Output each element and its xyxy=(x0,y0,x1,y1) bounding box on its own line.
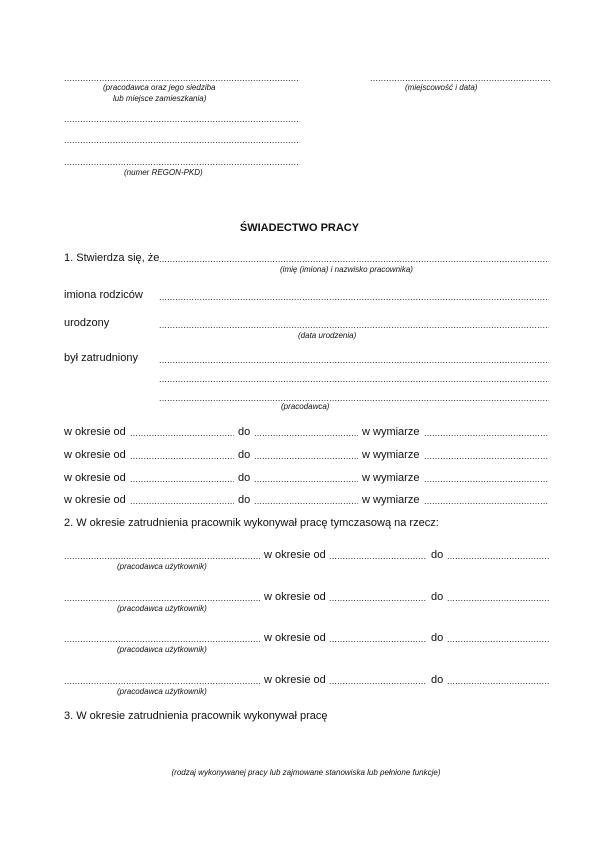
employer-field-line-3[interactable] xyxy=(64,135,300,145)
regon-field-line[interactable] xyxy=(64,157,300,167)
section1-label: 1. Stwierdza się, że xyxy=(64,252,160,264)
period-from-label-1: w okresie od xyxy=(64,426,126,438)
period-scope-field-4[interactable] xyxy=(424,496,549,506)
period-scope-field-1[interactable] xyxy=(424,428,549,438)
temp-to-field-4[interactable] xyxy=(447,676,549,686)
section2-label: 2. W okresie zatrudnienia pracownik wykonywał pracę tymczasową na rzecz: xyxy=(64,517,439,529)
period-to-field-3[interactable] xyxy=(254,474,358,484)
employer-caption: (pracodawca oraz jego siedziba xyxy=(103,83,216,92)
document-title: ŚWIADECTWO PRACY xyxy=(239,222,360,234)
employee-name-field-line[interactable] xyxy=(159,254,549,264)
temp-to-label-1: do xyxy=(431,549,444,561)
temp-from-field-3[interactable] xyxy=(329,634,427,644)
period-from-label-3: w okresie od xyxy=(64,472,126,484)
temp-to-field-1[interactable] xyxy=(447,551,549,561)
user-employer-caption-4: (pracodawca użytkownik) xyxy=(117,687,207,696)
period-to-label-1: do xyxy=(238,426,251,438)
period-to-label-3: do xyxy=(238,472,251,484)
born-caption: (data urodzenia) xyxy=(298,331,357,340)
place-date-field-line[interactable] xyxy=(370,73,550,83)
period-scope-label-4: w wymiarze xyxy=(362,494,420,506)
temp-from-label-2: w okresie od xyxy=(264,591,326,603)
temp-to-field-2[interactable] xyxy=(447,593,549,603)
employed-field-line[interactable] xyxy=(159,355,549,365)
period-from-label-2: w okresie od xyxy=(64,449,126,461)
user-employer-field-2[interactable] xyxy=(64,593,260,603)
temp-from-label-1: w okresie od xyxy=(264,549,326,561)
user-employer-field-3[interactable] xyxy=(64,634,260,644)
period-scope-field-2[interactable] xyxy=(424,451,549,461)
period-from-field-4[interactable] xyxy=(130,496,234,506)
temp-to-label-2: do xyxy=(431,591,444,603)
user-employer-field-1[interactable] xyxy=(64,551,260,561)
employer-caption-section1: (pracodawca) xyxy=(281,402,330,411)
temp-from-label-4: w okresie od xyxy=(264,674,326,686)
period-scope-field-3[interactable] xyxy=(424,474,549,484)
temp-to-field-3[interactable] xyxy=(447,634,549,644)
regon-caption: (numer REGON-PKD) xyxy=(124,168,203,177)
period-scope-label-2: w wymiarze xyxy=(362,449,420,461)
work-type-caption: (rodzaj wykonywanej pracy lub zajmowane stanowiska lub pełnione funkcje) xyxy=(171,768,441,777)
period-scope-label-1: w wymiarze xyxy=(362,426,420,438)
temp-from-field-2[interactable] xyxy=(329,593,427,603)
temp-to-label-3: do xyxy=(431,632,444,644)
employed-field-line-2[interactable] xyxy=(159,374,549,384)
user-employer-field-4[interactable] xyxy=(64,676,260,686)
born-field-line[interactable] xyxy=(159,320,549,330)
user-employer-caption-2: (pracodawca użytkownik) xyxy=(117,604,207,613)
temp-from-label-3: w okresie od xyxy=(264,632,326,644)
parents-field-line[interactable] xyxy=(159,292,549,302)
employed-label: był zatrudniony xyxy=(64,352,138,364)
user-employer-caption-1: (pracodawca użytkownik) xyxy=(117,562,207,571)
period-from-field-3[interactable] xyxy=(130,474,234,484)
period-to-label-4: do xyxy=(238,494,251,506)
temp-from-field-4[interactable] xyxy=(329,676,427,686)
period-to-label-2: do xyxy=(238,449,251,461)
employer-field-line-2[interactable] xyxy=(64,114,300,124)
place-date-caption: (miejscowość i data) xyxy=(405,83,478,92)
period-from-label-4: w okresie od xyxy=(64,494,126,506)
employed-field-line-3[interactable] xyxy=(159,393,549,403)
parents-label: imiona rodziców xyxy=(64,289,143,301)
employee-name-caption: (imię (imiona) i nazwisko pracownika) xyxy=(280,265,413,274)
section3-label: 3. W okresie zatrudnienia pracownik wykonywał pracę xyxy=(64,710,328,722)
user-employer-caption-3: (pracodawca użytkownik) xyxy=(117,645,207,654)
period-to-field-1[interactable] xyxy=(254,428,358,438)
temp-to-label-4: do xyxy=(431,674,444,686)
period-from-field-1[interactable] xyxy=(130,428,234,438)
period-to-field-2[interactable] xyxy=(254,451,358,461)
period-scope-label-3: w wymiarze xyxy=(362,472,420,484)
employer-caption-2: lub miejsce zamieszkania) xyxy=(113,94,207,103)
period-to-field-4[interactable] xyxy=(254,496,358,506)
period-from-field-2[interactable] xyxy=(130,451,234,461)
born-label: urodzony xyxy=(64,317,110,329)
temp-from-field-1[interactable] xyxy=(329,551,427,561)
employer-field-line[interactable] xyxy=(64,73,300,83)
